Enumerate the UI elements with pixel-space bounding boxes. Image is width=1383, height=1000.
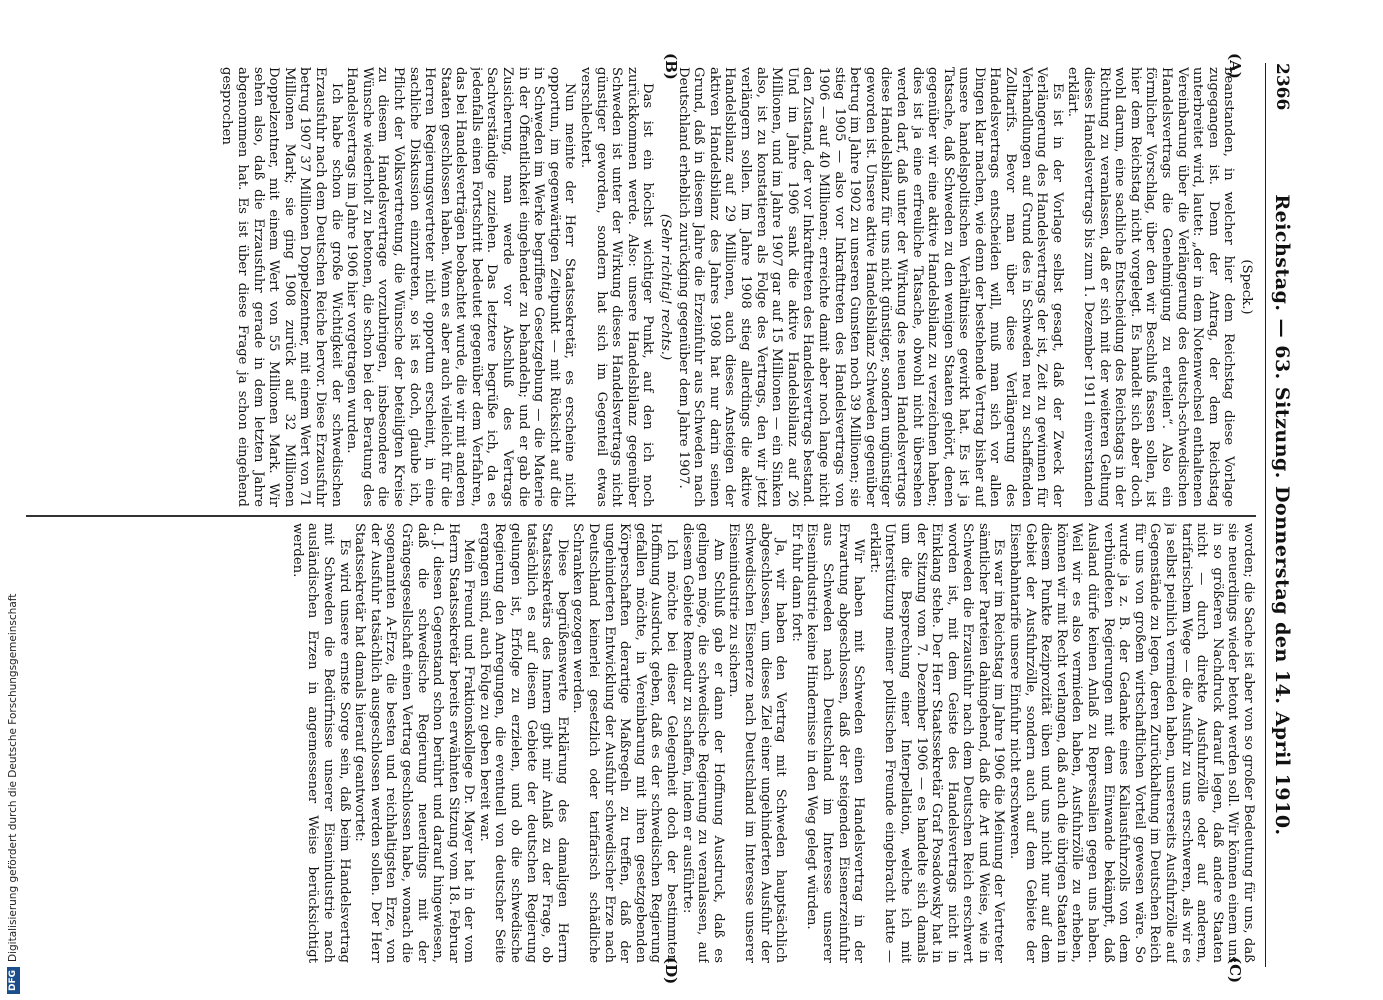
digitization-credit: Digitalisierung gefördert durch die Deutsche Forschungsgemeinschaft — [7, 593, 19, 962]
page-header — [1265, 63, 1296, 967]
left-column — [26, 67, 1256, 507]
paragraph: worden; die Sache ist aber von so großer Bedeutung für uns, daß sie neuerdings wieder betont werden soll. Wir können einem uns in so größeren Nachdruck darauf legen, daß andere Staaten nicht — durch direkte Ausfuhrzölle oder auf anderem, tarifarischem Wege — die Ausfuhr zu uns erschweren, als wir es ja selbst peinlich vermieden haben, unsererseits Ausfuhrzölle auf Gegenstände zu legen, deren Zurückhaltung im Deutschen Reich für uns von großem wirtschaftlichen Vorteil gewesen wäre. So wurde ja z. B. der Gedanke eines Kaliausfuhrzolls von dem verbündeten Regierungen mit dem Einwande bekämpft, daß Ausland dürfe keinen Anlaß zu Repressalien gegen uns haben. Weil wir es also vermieden haben, Ausfuhrzölle zu erheben, können wir mit Recht verlangen, daß auch die übrigen Staaten in diesem Punkte Reziprozität üben und uns nicht nur auf dem Gebiet der Ausfuhrzölle, sondern auch auf dem Gebiete der Eisenbahntarife unsere Einfuhr nicht erschweren. — [1007, 523, 1256, 963]
paragraph: Es ist in der Vorlage selbst gesagt, daß der Zweck der Verlängerung des Handelsvertrags der ist, Zeit zu gewinnen für Verhandlungen auf Grund des in Schweden neu zu schaffenden Zolltarifs. Bevor man über diese Verlängerung des Handelsvertrags entscheiden will, muß man sich vor allen Dingen klar machen, wie denn der bestehende Vertrag bisher auf unsere handelspolitischen Verhältnisse gewirkt hat. Es ist ja Tatsache, daß Schweden zu den wenigen Staaten gehört, denen gegenüber wir eine aktive Handelsbilanz zu verzeichnen haben; dies ist ja eine erfreuliche Tatsache, obwohl nicht übersehen werden darf, daß unter der Wirkung des neuen Handelsvertrags diese Handelsbilanz für uns nicht günstiger, sondern ungünstiger geworden ist. Unsere aktive Handelsbilanz Schweden gegenüber betrug im Jahre 1902 zu unseren Gunsten noch 39 Millionen; sie stieg 1905 — also vor Inkrafttreten des Handelsvertrags von 1906 — auf 40 Millionen; erreichte damit aber noch lange nicht den Zustand, der vor Inkrafttreten des Handelsvertrags bestand. Und im Jahre 1906 sank die aktive Handelsbilanz auf 26 Millionen, und im Jahre 1907 gar auf 15 Millionen — ein Sinken also, ist zu konstatieren als Folge des Vertrags, den wir jetzt verlängern sollen. Im Jahre 1908 stieg allerdings die aktive Handelsbilanz auf 29 Millionen, auch dieses Ansteigen der aktiven Handelsbilanz des Jahres 1908 hat nur darin seinen Grund, daß in diesem Jahre die Erzeinfuhr aus Schweden nach Deutschland erheblich zurückging gegenüber dem Jahre 1907. — [675, 67, 1065, 507]
paragraph: beanstanden, in welcher hier dem Reichstag diese Vorlage zugegangen ist. Denn der Antrag, der dem Reichstag unterbreitet wird, lautet: „der in dem Notenwechsel enthaltenen Vereinbarung über die Verlängerung des deutsch-schwedischen Handelsvertrags die Genehmigung zu erteilen“. Also ein förmlicher Vorschlag, über den wir Beschluß fassen sollen, ist hier dem Reichstag nicht vorgelegt. Es handelt sich aber doch wohl darum, eine sachliche Entscheidung des Reichstags in der Richtung zu veranlassen, daß er sich mit der weiteren Geltung dieses Handelsvertrags bis zum 1. Dezember 1911 einverstanden erklärt. — [1065, 67, 1237, 507]
paragraph: Es war im Reichstag im Jahre 1906 die Meinung der Vertreter sämtlicher Parteien dahingehend, daß die Art und Weise, wie in Schweden die Erzausfuhr nach dem Deutschen Reich erschwert worden ist, mit dem Geiste des Handelsvertrags nicht in Einklang stehe. Der Herr Staatssekretär Graf Posadowsky hat in der Sitzung vom 7. Dezember 1906 — es handelte sich damals um die Besprechung einer Interpellation, welche ich mit Unterstützung meiner politischen Freunde eingebracht hatte — erklärt: — [866, 523, 1007, 963]
paragraph: Es wird unsere ernste Sorge sein, daß beim Handelsvertrag mit Schweden die Bedürfnisse unserer Eisenindustrie nach ausländischen Erzen in angemessener Weise berücksichtigt werden. — [289, 523, 352, 963]
column-divider — [26, 515, 1256, 517]
paragraph: Das ist ein höchst wichtiger Punkt, auf den ich noch zurückkommen werde. Also: unsere Handelsbilanz gegenüber Schweden ist unter der Wirkung dieses Handelsvertrags nicht günstiger geworden, sondern hat sich im Gegenteil etwas verschlechtert. — [578, 67, 656, 507]
paragraph: Er fuhr dann fort: — [788, 523, 804, 642]
dfg-logo: DFG — [7, 967, 20, 994]
right-column — [26, 523, 1256, 963]
running-head: Reichstag. — 63. Sitzung. Donnerstag den 14. April 1910. — [1271, 194, 1293, 836]
paragraph: Ich möchte bei dieser Gelegenheit doch der bestimmten Hoffnung Ausdruck geben, daß es der schwedischen Regierung gefallen möchte, in Vereinbarung mit ihren gesetzgebenden Körperschaften derartige Maßregeln zu treffen, daß der ungehinderten Entwicklung der Ausfuhr schwedischer Erze nach Deutschland keinerlei gesetzlich oder tarifarisch schädliche Schranken gezogen werden. — [570, 523, 680, 963]
paragraph: Diese begrüßenswerte Erklärung des damaligen Herrn Staatssekretärs des Innern gibt mir Anlaß zu der Frage, ob tatsächlich es auf diesem Gebiete der deutschen Regierung gelungen ist, Erfolge zu erzielen, und ob die schwedische Regierung den Anregungen, die eventuell von deutscher Seite ergangen sind, auch Folge zu geben bereit war. — [476, 523, 570, 963]
paragraph: Ich habe schon die große Wichtigkeit der schwedischen Erzausfuhr nach dem Deutschen Reiche hervor. Diese Erzausfuhr betrug 1907 37 Millionen Doppelzentner, mit einem Wert von 71 Millionen Mark; sie ging 1908 zurück auf 32 Millionen Doppelzentner, mit einem Wert von 55 Millionen Mark. Wir sehen also, daß die Erzausfuhr gerade in dem letzten Jahre abgenommen hat. Es ist über diese Frage ja schon eingehend gesprochen — [219, 67, 344, 507]
margin-letter-a: (A) — [1226, 53, 1244, 79]
margin-letter-c: (C) — [1226, 957, 1244, 984]
margin-letter-d: (D) — [662, 957, 680, 985]
digitization-footer — [2, 593, 24, 994]
paragraph: Nun meinte der Herr Staatssekretär, es erscheine nicht opportun, im gegenwärtigen Zeitpunkt — mit Rücksicht auf die in Schweden im Werke begriffene Gesetzgebung — die Materie in der Öffentlichkeit eingehender zu behandeln; und er gab die Zusicherung, man werde vor Abschluß des Vertrags Sachverständige zuziehen. Das letztere begrüße ich, da es jedenfalls einen Fortschritt bedeutet gegenüber dem Verfahren, das bei Handelsverträgen beobachtet wurde, die wir mit anderen Staaten geschlossen haben. Wenn es aber auch vielleicht für die Herren Regierungsvertreter nicht opportun erscheint, in eine sachliche Diskussion einzutreten, so ist es doch, glaube ich, Pflicht der Volksvertretung, die Wünsche der beteiligten Kreise zu diesem Handelsvertrage vorzubringen, insbesondere die Wünsche wiederholt zu betonen, die schon bei der Beratung des Handelsvertrags im Jahre 1906 hier vorgetragen wurden. — [344, 67, 578, 507]
paragraph: Mein Freund und Fraktionskollege Dr. Mayer hat in der vom Herrn Staatssekretär bereits erwähnten Sitzung vom 18. Februar d. J. diesen Gegenstand schon berührt und darauf hingewiesen, daß die schwedische Regierung neuerdings mit der Grängesgesellschaft einen Vertrag geschlossen habe, wonach die sogenannten A-Erze, die besten und reichhaltigsten Erze, von der Ausfuhr tatsächlich ausgeschlossen werden sollen. Der Herr Staatssekretär hat damals hierauf geantwortet: — [352, 523, 477, 963]
paragraph: Ja, wir haben den Vertrag mit Schweden hauptsächlich abgeschlossen, um dieses Ziel einer ungehinderten Ausfuhr der schwedischen Eisenerze nach Deutschland im Interesse unserer Eisenindustrie zu sichern. — [726, 523, 789, 963]
paragraph: (Sehr richtig! rechts.) — [658, 213, 674, 361]
paragraph: (Speck.) — [1239, 259, 1254, 315]
margin-letter-b: (B) — [662, 53, 680, 80]
page-number: 2366 — [1272, 63, 1292, 111]
paragraph: Am Schluß gab er dann der Hoffnung Ausdruck, daß es gelingen möge, die schwedische Regierung zu veranlassen, auf diesem Gebiete Remedur zu schaffen, indem er ausführte: — [679, 523, 726, 963]
paragraph: Wir haben mit Schweden einen Handelsvertrag in der Erwartung abgeschlossen, daß der steigenden Eisenerzeinfuhr aus Schweden nach Deutschland im Interesse unserer Eisenindustrie keine Hindernisse in den Weg gelegt würden. — [804, 523, 867, 963]
